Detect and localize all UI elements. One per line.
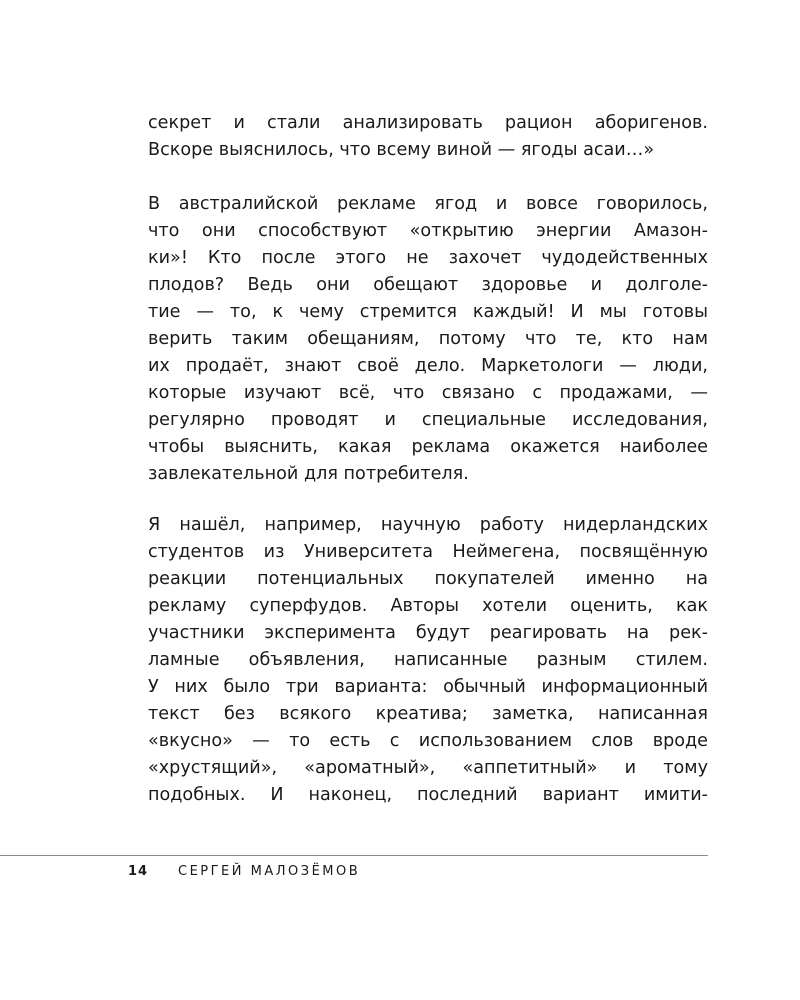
text-line: регулярно проводят и специальные исследования, [148,410,708,430]
text-line: Я нашёл, например, научную работу нидерландских [148,515,708,535]
paragraph-2 [148,191,708,488]
text-line: У них было три варианта: обычный информационный [148,677,708,697]
text-line: плодов? Ведь они обещают здоровье и долголе- [148,275,708,295]
text-line: В австралийской рекламе ягод и вовсе говорилось, [148,194,708,214]
paragraph-3 [148,512,708,809]
text-line: ки»! Кто после этого не захочет чудодейственных [148,248,708,268]
text-line: реакции потенциальных покупателей именно на [148,569,708,589]
text-line: текст без всякого креатива; заметка, написанная [148,704,708,724]
text-line: тие — то, к чему стремится каждый! И мы готовы [148,302,708,322]
text-line: рекламу суперфудов. Авторы хотели оценить, как [148,596,708,616]
text-line: их продаёт, знают своё дело. Маркетологи — люди, [148,356,708,376]
text-line: «хрустящий», «ароматный», «аппетитный» и тому [148,758,708,778]
text-line: которые изучают всё, что связано с продажами, — [148,383,708,403]
text-line: чтобы выяснить, какая реклама окажется наиболее [148,437,708,457]
text-line: студентов из Университета Неймегена, посвящённую [148,542,708,562]
text-line: подобных. И наконец, последний вариант имити- [148,785,708,805]
text-line: завлекательной для потребителя. [148,464,469,484]
text-line: Вскоре выяснилось, что всему виной — ягоды асаи…» [148,140,655,160]
text-line: участники эксперимента будут реагировать на рек- [148,623,708,643]
text-line: что они способствуют «открытию энергии Амазон- [148,221,708,241]
footer-divider [0,855,708,856]
text-line: секрет и стали анализировать рацион аборигенов. [148,113,708,133]
text-line: «вкусно» — то есть с использованием слов вроде [148,731,708,751]
text-line: верить таким обещаниям, потому что те, кто нам [148,329,708,349]
paragraph-1 [148,110,708,164]
text-line: ламные объявления, написанные разным стилем. [148,650,708,670]
running-header-author: СЕРГЕЙ МАЛОЗЁМОВ [178,864,361,879]
page-number: 14 [128,864,149,879]
